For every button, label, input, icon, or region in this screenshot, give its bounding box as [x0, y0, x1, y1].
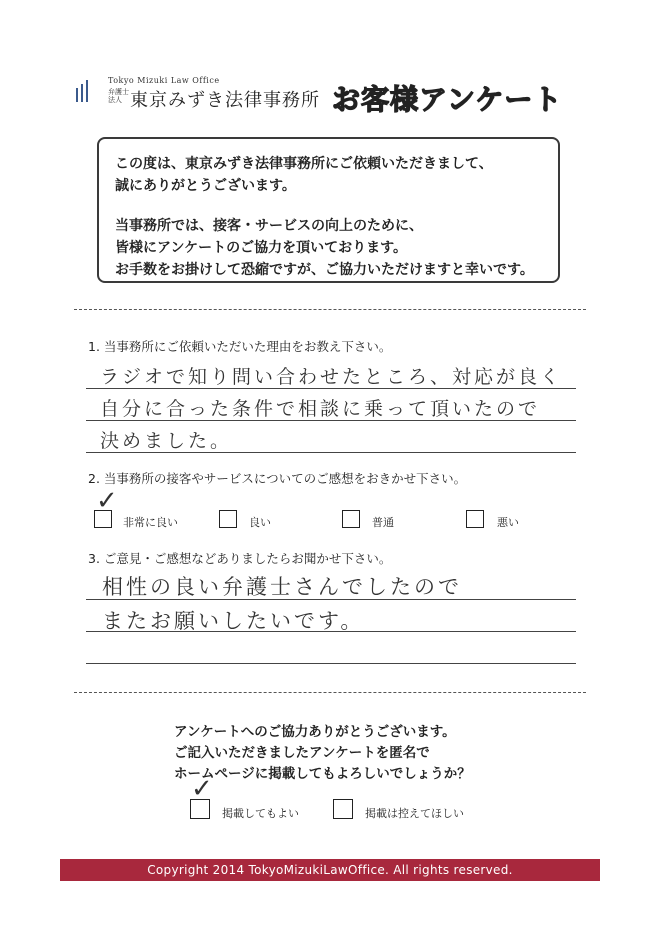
intro-box [97, 137, 560, 283]
question-1-answer-line[interactable]: 決めました。 [100, 430, 233, 452]
intro-line: 皆様にアンケートのご協力を頂いております。 [115, 240, 408, 256]
intro-line: 誠にありがとうございます。 [115, 178, 296, 194]
option-label: 非常に良い [123, 516, 178, 529]
firm-name-english: Tokyo Mizuki Law Office [108, 76, 220, 85]
intro-line: この度は、東京みずき法律事務所にご依頼いただきまして、 [115, 156, 493, 172]
answer-rule [86, 663, 576, 664]
checkbox-bad[interactable] [466, 510, 484, 528]
intro-line: お手数をお掛けして恐縮ですが、ご協力いただけますと幸いです。 [115, 262, 534, 278]
closing-message [174, 722, 471, 785]
checkbox-decline-publish[interactable] [333, 799, 353, 819]
option-label: 良い [249, 516, 271, 529]
option-label: 掲載してもよい [222, 807, 299, 820]
question-1-answer-line[interactable]: 自分に合った条件で相談に乗って頂いたので [100, 398, 541, 420]
question-1-label: 1. 当事務所にご依頼いただいた理由をお教え下さい。 [88, 339, 392, 354]
closing-line: ホームページに掲載してもよろしいでしょうか？ [174, 766, 471, 782]
firm-logo-icon [76, 80, 98, 102]
answer-rule [86, 452, 576, 453]
page-title: お客様アンケート [332, 83, 563, 116]
firm-prefix: 弁護士法人 [108, 88, 129, 104]
checkbox-average[interactable] [342, 510, 360, 528]
checkmark-icon: ✓ [191, 774, 213, 804]
answer-rule [86, 420, 576, 421]
answer-rule [86, 631, 576, 632]
checkmark-icon: ✓ [96, 486, 118, 516]
closing-line: アンケートへのご協力ありがとうございます。 [174, 724, 456, 740]
intro-line: 当事務所では、接客・サービスの向上のために、 [115, 218, 423, 234]
answer-rule [86, 388, 576, 389]
copyright-footer: Copyright 2014 TokyoMizukiLawOffice. All rights reserved. [60, 859, 600, 881]
checkbox-good[interactable] [219, 510, 237, 528]
question-3-label: 3. ご意見・ご感想などありましたらお聞かせ下さい。 [88, 551, 392, 566]
firm-name: 東京みずき法律事務所 [130, 90, 320, 111]
divider [74, 692, 586, 693]
divider [74, 309, 586, 310]
answer-rule [86, 599, 576, 600]
question-1-answer-line[interactable]: ラジオで知り問い合わせたところ、対応が良く [100, 366, 563, 388]
option-label: 普通 [372, 516, 394, 529]
question-3-answer-line[interactable]: 相性の良い弁護士さんでしたので [102, 575, 462, 599]
option-label: 悪い [497, 516, 519, 529]
option-label: 掲載は控えてほしい [365, 807, 464, 820]
question-3-answer-line[interactable]: またお願いしたいです。 [102, 609, 365, 633]
question-2-label: 2. 当事務所の接客やサービスについてのご感想をおきかせ下さい。 [88, 471, 467, 486]
closing-line: ご記入いただきましたアンケートを匿名で [174, 745, 430, 761]
